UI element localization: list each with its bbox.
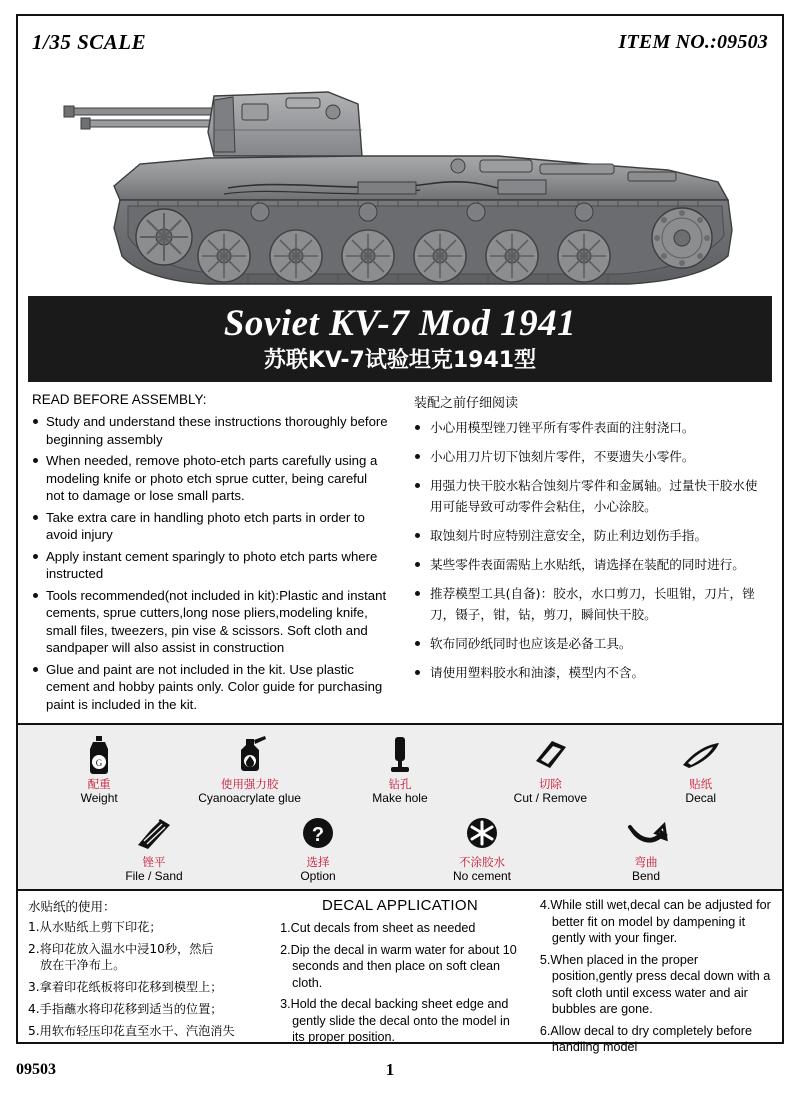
list-item-text: 4.手指蘸水将印花移到适当的位置； (28, 1002, 223, 1016)
legend-label-cn: 弯曲 (634, 855, 658, 869)
decal-english-list-right (540, 897, 772, 1056)
tank-illustration (28, 60, 772, 292)
page-header (18, 16, 782, 60)
rear-drive-sprocket (652, 208, 712, 268)
title-english: Soviet KV-7 Mod 1941 (223, 303, 577, 344)
lower-hull-and-track (114, 200, 732, 284)
decal-chinese-column (18, 897, 270, 1063)
instructions-english-column (18, 390, 400, 717)
svg-text:?: ? (311, 824, 325, 846)
title-chinese: 苏联KV-7试验坦克1941型 (263, 348, 537, 373)
list-item-text: 5.用软布轻压印花直至水干、汽泡消失 (28, 1024, 235, 1038)
symbol-legend-section (18, 725, 782, 891)
legend-row-2 (24, 811, 776, 883)
list-item: 用强力快干胶水粘合蚀刻片零件和金属轴。过量快干胶水使用可能导致可动零件会粘住，小心涂胶。 (412, 475, 770, 517)
list-item: 小心用刀片切下蚀刻片零件，不要遗失小零件。 (412, 446, 770, 467)
legend-item-decal (626, 733, 776, 805)
list-item (28, 941, 260, 973)
legend-label-en: Cut / Remove (513, 791, 588, 805)
legend-label-cn: 贴纸 (689, 777, 713, 791)
legend-item-file-sand (79, 811, 229, 883)
footer-item-number: 09503 (16, 1061, 56, 1078)
legend-item-bend (571, 811, 721, 883)
drill-make-hole-icon (325, 733, 475, 777)
list-item: 取蚀刻片时应特别注意安全，防止利边划伤手指。 (412, 525, 770, 546)
decal-application-title: DECAL APPLICATION (321, 897, 478, 914)
legend-label-en: No cement (452, 869, 512, 883)
list-item-text: 2.将印花放入温水中浸10秒，然后 (28, 942, 214, 956)
list-item: When needed, remove photo-etch parts carefully using a modeling knife or photo etch sprue cutter, being careful not to damage or lose small parts. (30, 452, 388, 505)
list-item (28, 919, 260, 935)
legend-item-no-cement (407, 811, 557, 883)
legend-item-cut-remove (475, 733, 625, 805)
list-item: Apply instant cement sparingly to photo etch parts where instructed (30, 548, 388, 583)
list-item: 推荐模型工具(自备)：胶水，水口剪刀，长咀钳，刀片，锉刀，镊子，钳，钻，剪刀，瞬间快干胶。 (412, 583, 770, 625)
casemate-superstructure (208, 92, 362, 156)
instructions-english-heading: READ BEFORE ASSEMBLY: (32, 392, 207, 407)
instructions-chinese-list (412, 417, 770, 683)
list-item-text-cont: 放在干净布上。 (40, 958, 126, 972)
file-sand-icon (79, 811, 229, 855)
list-item (28, 1023, 260, 1039)
decal-english-list-left (280, 920, 520, 1046)
engine-deck-hatch (480, 160, 532, 172)
list-item (28, 1001, 260, 1017)
decal-chinese-list (28, 919, 260, 1039)
list-item: 软布同砂纸同时也应该是必备工具。 (412, 633, 770, 654)
legend-label-cn: 锉平 (142, 855, 166, 869)
legend-label-en: Option (300, 869, 336, 883)
list-item: 6.Allow decal to dry completely before handling model (539, 1023, 752, 1054)
glue-bottle-icon (175, 733, 325, 777)
list-item: 3.Hold the decal backing sheet edge and gently slide the decal onto the model in its proper position. (280, 997, 510, 1044)
page-footer (16, 1057, 784, 1083)
list-item: Take extra care in handling photo etch parts in order to avoid injury (30, 509, 388, 544)
cut-remove-icon (475, 733, 625, 777)
svg-text:G: G (95, 758, 103, 768)
decal-english-column-right (530, 897, 782, 1063)
instructions-chinese-column (400, 390, 782, 717)
legend-label-cn: 不涂胶水 (459, 855, 505, 869)
list-item: 1.Cut decals from sheet as needed (280, 921, 476, 935)
list-item: 5.When placed in the proper position,gently press decal down with a soft cloth until excess water and air bubbles are gone. (539, 952, 771, 1016)
instructions-english-list (30, 413, 388, 713)
legend-label-en: Bend (631, 869, 661, 883)
list-item: Glue and paint are not included in the kit. Use plastic cement and hobby paints only. Color guide for purchasing paint is included in the kit. (30, 661, 388, 714)
scale-label: 1/35 SCALE (32, 29, 147, 54)
twin-gun-barrels (64, 106, 218, 129)
legend-row-1 (24, 733, 776, 805)
weight-bottle-icon (24, 733, 174, 777)
list-item: Tools recommended(not included in kit):Plastic and instant cements, sprue cutters,long nose pliers,modeling knife, small files, tweezers, pin vise & scissors. Soft cloth and sandpaper will also assist in construction (30, 587, 388, 657)
legend-label-cn: 配重 (87, 777, 111, 791)
no-cement-icon (407, 811, 557, 855)
tank-side-view-svg (28, 60, 772, 292)
list-item: 请使用塑料胶水和油漆，模型内不含。 (412, 662, 770, 683)
option-question-icon (243, 811, 393, 855)
legend-item-glue (175, 733, 325, 805)
list-item: 4.While still wet,decal can be adjusted for better fit on model by dampening it gently with your finger. (539, 898, 771, 945)
legend-item-option (243, 811, 393, 883)
legend-label-cn: 选择 (306, 855, 330, 869)
list-item: 某些零件表面需贴上水贴纸，请选择在装配的同时进行。 (412, 554, 770, 575)
legend-label-cn: 钻孔 (388, 777, 412, 791)
legend-item-make-hole (325, 733, 475, 805)
list-item: 小心用模型锉刀锉平所有零件表面的注射浇口。 (412, 417, 770, 438)
legend-item-weight (24, 733, 174, 805)
decal-icon (626, 733, 776, 777)
instructions-chinese-heading: 装配之前仔细阅读 (414, 396, 519, 411)
decal-application-section (18, 891, 782, 1067)
legend-label-en: Cyanoacrylate glue (198, 791, 301, 805)
legend-label-en: File / Sand (125, 869, 183, 883)
legend-label-cn: 使用强力胶 (220, 777, 279, 791)
hull-upper (114, 156, 728, 200)
list-item: 2.Dip the decal in warm water for about 10 seconds and then place on soft clean cloth. (280, 942, 517, 990)
stowage-box (358, 182, 416, 194)
legend-label-en: Weight (80, 791, 118, 805)
read-before-assembly-section (18, 382, 782, 725)
title-band (28, 296, 772, 382)
list-item: Study and understand these instructions thoroughly before beginning assembly (30, 413, 388, 448)
legend-label-cn: 切除 (538, 777, 562, 791)
decal-english-column-left (270, 897, 530, 1063)
decal-chinese-heading: 水贴纸的使用： (28, 899, 116, 914)
list-item (28, 979, 260, 995)
front-idler-wheel (136, 209, 192, 265)
item-number-label: ITEM NO.:09503 (618, 30, 768, 53)
footer-page-number: 1 (385, 1060, 395, 1079)
list-item-text: 3.拿着印花纸板将印花移到模型上； (28, 980, 223, 994)
legend-label-en: Decal (685, 791, 717, 805)
list-item-text: 1.从水贴纸上剪下印花； (28, 920, 162, 934)
legend-label-en: Make hole (372, 791, 428, 805)
bend-arrow-icon (571, 811, 721, 855)
page-border (16, 14, 784, 1054)
